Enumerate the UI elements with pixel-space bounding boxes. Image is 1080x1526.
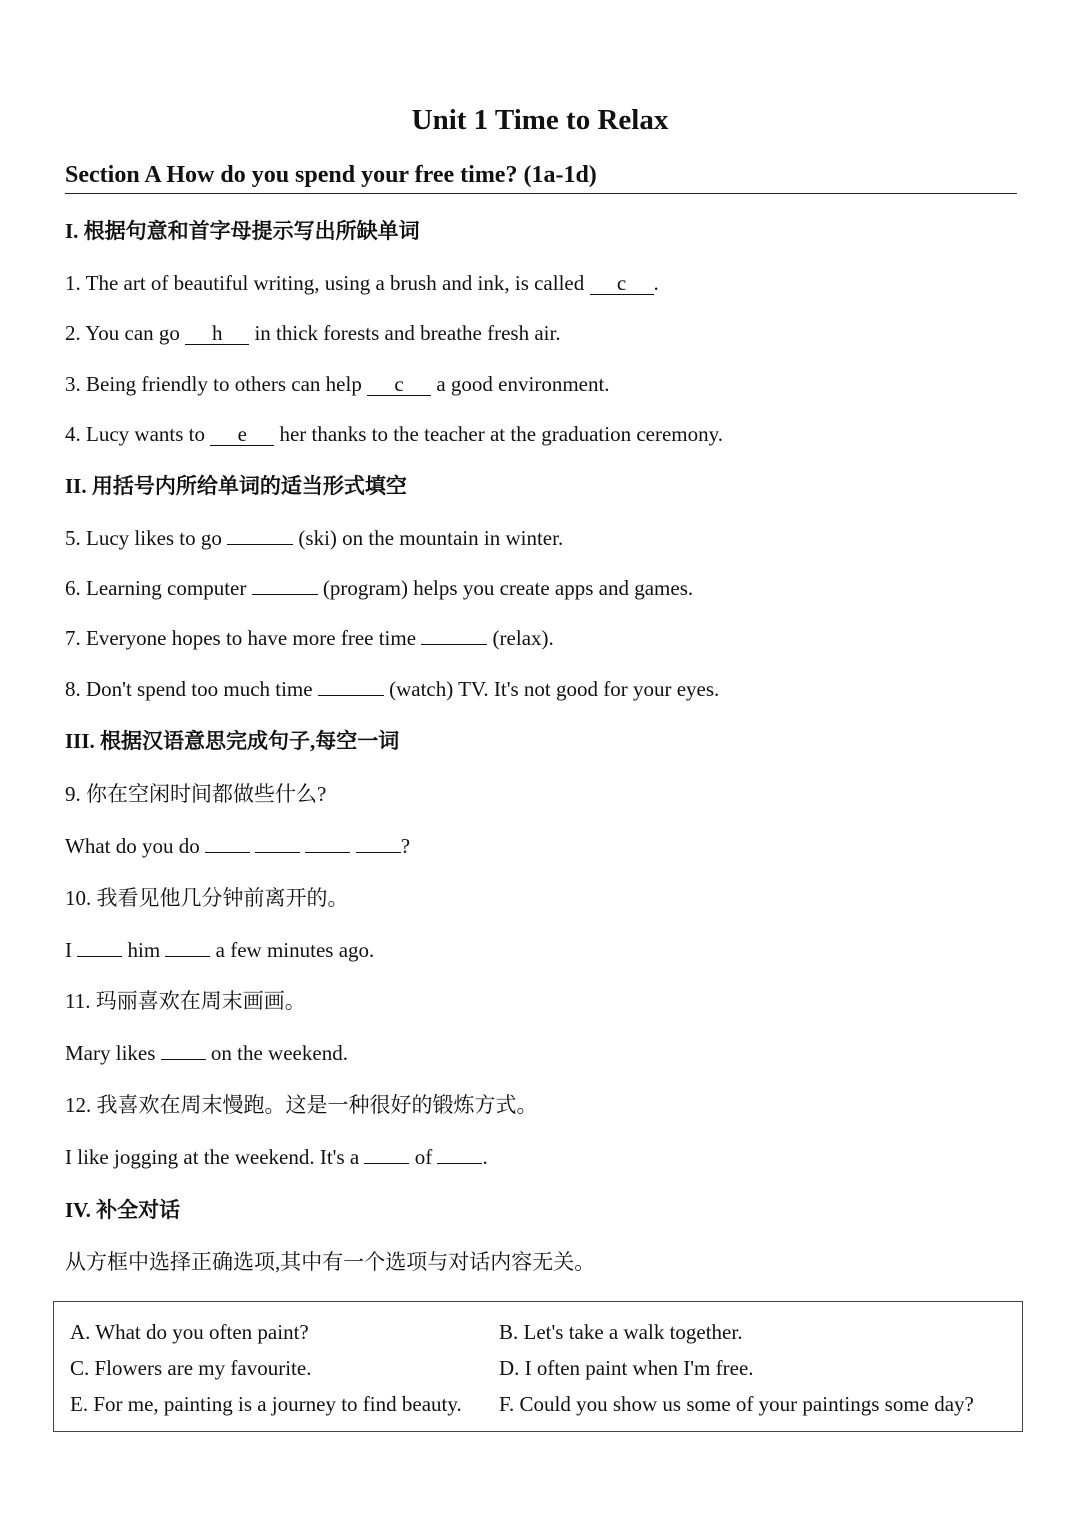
question-9-text: What do you do [65,834,205,858]
question-5-end: (ski) on the mountain in winter. [293,526,564,550]
part-1-title: I. 根据句意和首字母提示写出所缺单词 [65,219,420,243]
question-10-text-b: him [122,938,166,962]
question-9-english [65,830,410,862]
question-4-text: 4. Lucy wants to [65,422,211,446]
question-8 [65,673,719,705]
question-2 [65,317,561,349]
question-5-text: 5. Lucy likes to go [65,526,228,550]
question-9-blank-3[interactable] [305,852,350,853]
question-11-english [65,1037,348,1069]
question-10-blank-2[interactable] [165,956,210,957]
question-3-blank[interactable]: c [367,373,431,396]
question-5 [65,522,563,554]
question-6-end: (program) helps you create apps and games. [317,576,694,600]
question-8-text: 8. Don't spend too much time [65,677,318,701]
question-10-english [65,934,374,966]
question-3-end: a good environment. [431,372,610,396]
question-10-blank-1[interactable] [77,956,122,957]
question-2-blank[interactable]: h [185,322,249,345]
question-9-end: ? [400,834,411,858]
page-title: Unit 1 Time to Relax [411,104,669,136]
question-6-blank[interactable] [252,594,318,595]
question-9-chinese: 9. 你在空闲时间都做些什么? [65,782,327,806]
options-box [53,1301,1023,1432]
question-7 [65,622,554,654]
option-e: E. For me, painting is a journey to find beauty. [70,1392,462,1416]
question-1 [65,267,659,299]
part-2-title: II. 用括号内所给单词的适当形式填空 [65,474,407,498]
question-10-text-a: I [65,938,78,962]
question-12-english [65,1141,488,1173]
question-3-text: 3. Being friendly to others can help [65,372,368,396]
question-2-end: in thick forests and breathe fresh air. [249,321,561,345]
question-6 [65,572,693,604]
question-11-chinese: 11. 玛丽喜欢在周末画画。 [65,989,306,1013]
question-9-blank-4[interactable] [356,852,401,853]
part-4-title: IV. 补全对话 [65,1198,181,1222]
question-8-end: (watch) TV. It's not good for your eyes. [383,677,720,701]
question-11-text-b: on the weekend. [205,1041,348,1065]
question-6-text: 6. Learning computer [65,576,252,600]
option-c: C. Flowers are my favourite. [70,1356,312,1380]
question-12-text-a: I like jogging at the weekend. It's a [65,1145,365,1169]
question-1-end: . [653,271,659,295]
question-12-text-c: . [482,1145,488,1169]
section-heading: Section A How do you spend your free time? (1a-1d) [65,157,1017,194]
question-5-blank[interactable] [227,544,293,545]
question-7-end: (relax). [487,626,554,650]
question-1-text: 1. The art of beautiful writing, using a brush and ink, is called [65,271,590,295]
question-10-chinese: 10. 我看见他几分钟前离开的。 [65,886,349,910]
option-d: D. I often paint when I'm free. [499,1356,754,1380]
question-1-blank[interactable]: c [590,272,654,295]
question-8-blank[interactable] [318,695,384,696]
question-2-text: 2. You can go [65,321,186,345]
option-b: B. Let's take a walk together. [499,1320,743,1344]
question-4-blank[interactable]: e [210,423,274,446]
option-a: A. What do you often paint? [70,1320,309,1344]
question-4-end: her thanks to the teacher at the graduation ceremony. [274,422,724,446]
question-7-text: 7. Everyone hopes to have more free time [65,626,422,650]
question-11-blank[interactable] [161,1059,206,1060]
question-9-blank-1[interactable] [205,852,250,853]
question-4 [65,418,723,450]
question-9-blank-2[interactable] [255,852,300,853]
question-12-blank-2[interactable] [437,1163,482,1164]
question-12-chinese: 12. 我喜欢在周末慢跑。这是一种很好的锻炼方式。 [65,1093,538,1117]
question-3 [65,368,610,400]
option-f: F. Could you show us some of your paintings some day? [499,1392,974,1416]
question-12-blank-1[interactable] [364,1163,409,1164]
question-7-blank[interactable] [421,644,487,645]
part-4-instruction: 从方框中选择正确选项,其中有一个选项与对话内容无关。 [65,1250,596,1274]
question-12-text-b: of [409,1145,438,1169]
part-3-title: III. 根据汉语意思完成句子,每空一词 [65,729,400,753]
question-11-text-a: Mary likes [65,1041,161,1065]
question-10-text-c: a few minutes ago. [210,938,375,962]
